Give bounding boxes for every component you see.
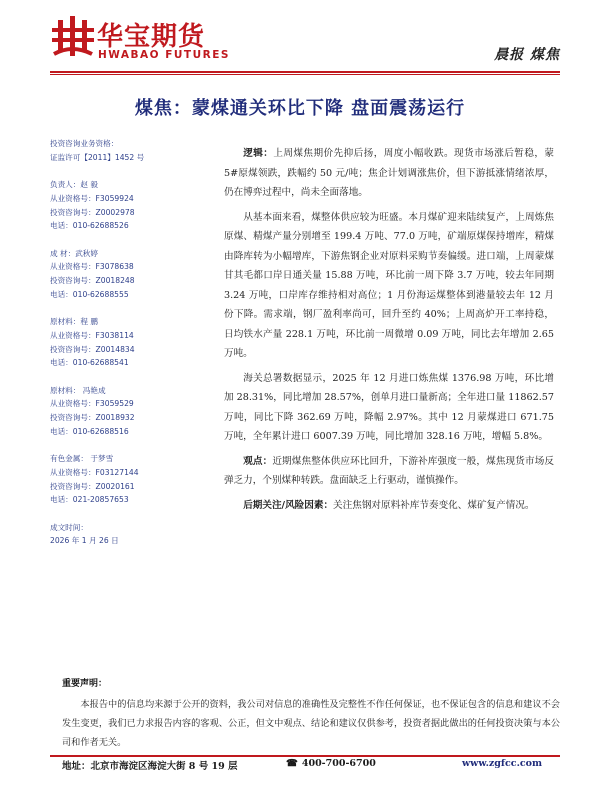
fundamentals-paragraph: 从基本面来看，煤整体供应较为旺盛。本月煤矿迎来陆续复产，上周炼焦原煤、精煤产量分别增至 199.4 万吨、77.0 万吨，矿端原煤保持增库，精煤由降库转为小幅增库，下游焦钢企业对原料采购节奏偏缓。进口端，上周蒙煤甘其毛都口岸日通关量 15.88 万吨，环比前一周下降 3.7 万吨，较去年同期 3.24 万吨，口岸库存维持相对高位；1 月份海运煤整体到港量较去年 12 月份下降。需求端，钢厂盈利率尚可，回升至约 40%；上周高炉开工率持稳，日均铁水产量 228.1 万吨，环比前一周微增 0.09 万吨，同比去年增加 2.65 万吨。 — [224, 211, 554, 359]
view-paragraph — [224, 452, 554, 491]
brand-name-en: HWABAO FUTURES — [98, 49, 230, 61]
date-block — [50, 521, 215, 548]
analyst-sidebar — [50, 137, 215, 562]
report-body — [224, 144, 554, 520]
analyst-practice-no: 从业资格号：F3059924 — [50, 193, 134, 203]
analyst-phone: 电话：010-62688541 — [50, 358, 129, 368]
analyst-block — [50, 384, 215, 439]
disclaimer-title: 重要声明： — [62, 679, 108, 689]
analyst-phone: 电话：010-62688526 — [50, 221, 129, 231]
analyst-practice-no: 从业资格号：F3078638 — [50, 262, 134, 272]
analyst-block — [50, 315, 215, 370]
footer-website-link[interactable]: www.zgfcc.com — [462, 758, 543, 769]
disclaimer-text: 本报告中的信息均来源于公开的资料，我公司对信息的准确性及完整性不作任何保证，也不保证包含的信息和建议不会发生变更，我们已力求报告内容的客观、公正，但文中观点、结论和建议仅供参考，投资者据此做出的任何投资决策与本公司和作者无关。 — [62, 699, 560, 748]
analyst-block — [50, 247, 215, 302]
customs-paragraph: 海关总署数据显示，2025 年 12 月进口炼焦煤 1376.98 万吨，环比增加 28.31%，同比增加 28.57%，创单月进口量新高；全年进口量 11862.57 万吨，同比下降 362.69 万吨，降幅 2.97%。其中 12 月蒙煤进口 671.75 万吨，全年累计进口 6007.39 万吨，同比增加 328.16 万吨，增幅 5.8%。 — [224, 372, 554, 442]
analyst-block — [50, 452, 215, 507]
phone-icon: ☎ — [286, 758, 298, 769]
risk-label: 后期关注/风险因素： — [243, 499, 334, 511]
footer-address: 地址：北京市海淀区海淀大街 8 号 19 层 — [62, 761, 238, 772]
analyst-practice-no: 从业资格号：F3038114 — [50, 330, 134, 340]
analyst-phone: 电话：021-20857653 — [50, 495, 129, 505]
analyst-consult-no: 投资咨询号：Z0018248 — [50, 276, 135, 285]
qualification-value: 证监许可【2011】1452 号 — [50, 152, 145, 162]
footer-phone — [286, 758, 376, 769]
analyst-phone: 电话：010-62688555 — [50, 289, 129, 299]
analyst-consult-no: 投资咨询号：Z0018932 — [50, 413, 135, 422]
analyst-name: 原材料： 冯艳成 — [50, 385, 106, 395]
view-text: 近期煤焦整体供应环比回升，下游补库强度一般，煤焦现货市场反弹乏力，个别煤种转跌。盘面缺乏上行驱动，谨慎操作。 — [224, 455, 555, 486]
analyst-consult-no: 投资咨询号：Z0002978 — [50, 207, 135, 217]
analyst-practice-no: 从业资格号：F3059529 — [50, 399, 134, 409]
analyst-name: 负责人：赵 毅 — [50, 180, 98, 190]
risk-text: 关注焦钢对原料补库节奏变化、煤矿复产情况。 — [333, 499, 535, 511]
report-type-label: 晨报 煤焦 — [494, 47, 560, 63]
analyst-consult-no: 投资咨询号：Z0020161 — [50, 481, 135, 491]
risk-paragraph — [224, 496, 554, 516]
logic-text: 上周煤焦期价先抑后扬，周度小幅收跌。现货市场涨后暂稳，蒙 5#原煤领跌，跌幅约 50 元/吨；焦企计划调涨焦价，但下游抵涨情绪浓厚，仍在博弈过程中，尚未全面落地。 — [224, 148, 555, 198]
page-title: 煤焦：蒙煤通关环比下降 盘面震荡运行 — [134, 98, 466, 119]
analyst-name: 成 材：武秋婷 — [50, 248, 98, 258]
qualification-block — [50, 137, 215, 164]
footer-divider — [50, 755, 560, 757]
analyst-block — [50, 178, 215, 233]
brand-name-cn: 华宝期货 — [97, 22, 206, 52]
analyst-name: 有色金属： 于梦雪 — [50, 454, 114, 464]
footer-phone-number: 400-700-6700 — [301, 758, 376, 769]
logic-label: 逻辑： — [243, 148, 274, 159]
date-value: 2026 年 1 月 26 日 — [50, 536, 119, 546]
analyst-consult-no: 投资咨询号：Z0014834 — [50, 344, 135, 354]
analyst-practice-no: 从业资格号：F03127144 — [50, 467, 139, 477]
header-divider — [50, 71, 560, 73]
analyst-phone: 电话：010-62688516 — [50, 426, 129, 436]
header-divider-thin — [50, 74, 560, 75]
analyst-name: 原材料：程 鹏 — [50, 317, 98, 327]
qualification-label: 投资咨询业务资格： — [50, 139, 119, 148]
view-label: 观点： — [243, 455, 273, 467]
logic-paragraph — [224, 144, 554, 203]
date-label: 成文时间： — [50, 522, 88, 532]
